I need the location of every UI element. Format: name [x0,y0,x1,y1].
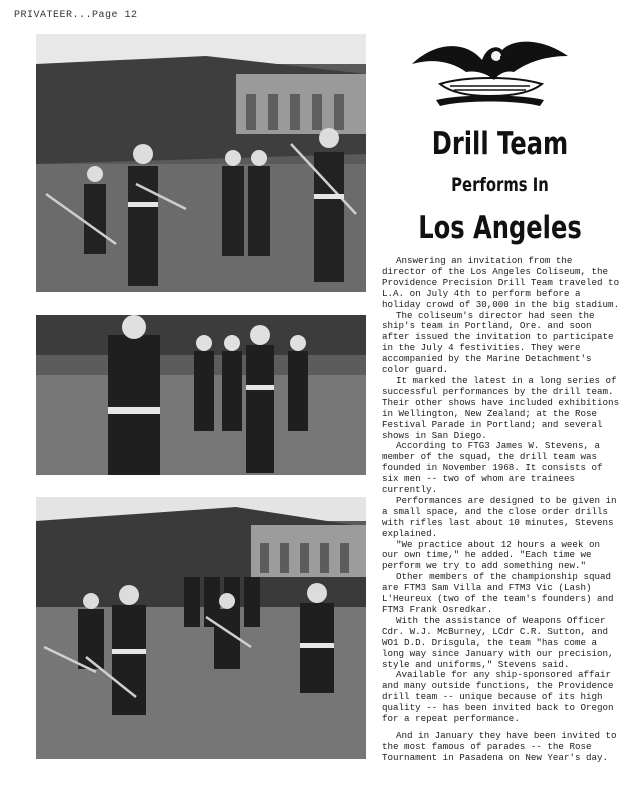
article-paragraph: Answering an invitation from the director of the Los Angeles Coliseum, the Providence Precision Drill Team traveled to L.A. on July 4th to perform before a holiday crowd of 30,000 in the big stadium. [382,255,620,310]
photo-drill-team-marching [36,34,366,292]
article-paragraph: And in January they have been invited to the most famous of parades -- the Rose Tournament in Pasadena on New Year's day. [382,729,617,763]
article-paragraph: It marked the latest in a long series of successful performances by the drill team. Their other shows have included exhibitions in Wellington, New Zealand; at the Rose Festival Parade in Portland; and several shows in San Diego. [382,374,620,441]
photo-drill-team-close-order [36,315,366,475]
article-body [382,256,620,764]
headline-line-3: Los Angeles [418,210,582,246]
headline-line-2: Performs In [451,174,549,196]
article-paragraph: Other members of the championship squad are FTM3 Sam Villa and FTM3 Vic (Lash) L'Heureux (two of the team's founders) and FTM3 Frank Osredkar. [382,571,614,615]
eagle-emblem-icon [410,34,570,114]
photo-drill-team-kneeling [36,497,366,759]
headline-line-1: Drill Team [431,126,569,162]
article-paragraph: Available for any ship-sponsored affair and many outside functions, the Providence drill team -- unique because of its high quality -- has been invited back to Oregon for a repeat performance. [382,669,614,725]
article-paragraph: The coliseum's director had seen the ship's team in Portland, Ore. and soon after issued the invitation to participate in the July 4 festivities. They were accompanied by the Marine Detachment's color guard. [382,309,614,376]
article-paragraph: Performances are designed to be given in a small space, and the close order drills with rifles last about 10 minutes, Stevens explained. [382,494,617,539]
article-paragraph: With the assistance of Weapons Officer Cdr. W.J. McBurney, LCdr C.R. Sutton, and WO1 D.D. Drisgula, the team "has come a long way since January with our precision, style and uniforms," Stevens said. [382,614,614,670]
article-paragraph: According to FTG3 James W. Stevens, a member of the squad, the drill team was founded in November 1968. It consists of six men -- two of whom are trainees currently. [382,440,603,496]
article-paragraph: "We practice about 12 hours a week on our own time," he added. "Each time we perform we try to add something new." [382,538,600,572]
running-head: PRIVATEER...Page 12 [14,10,138,21]
